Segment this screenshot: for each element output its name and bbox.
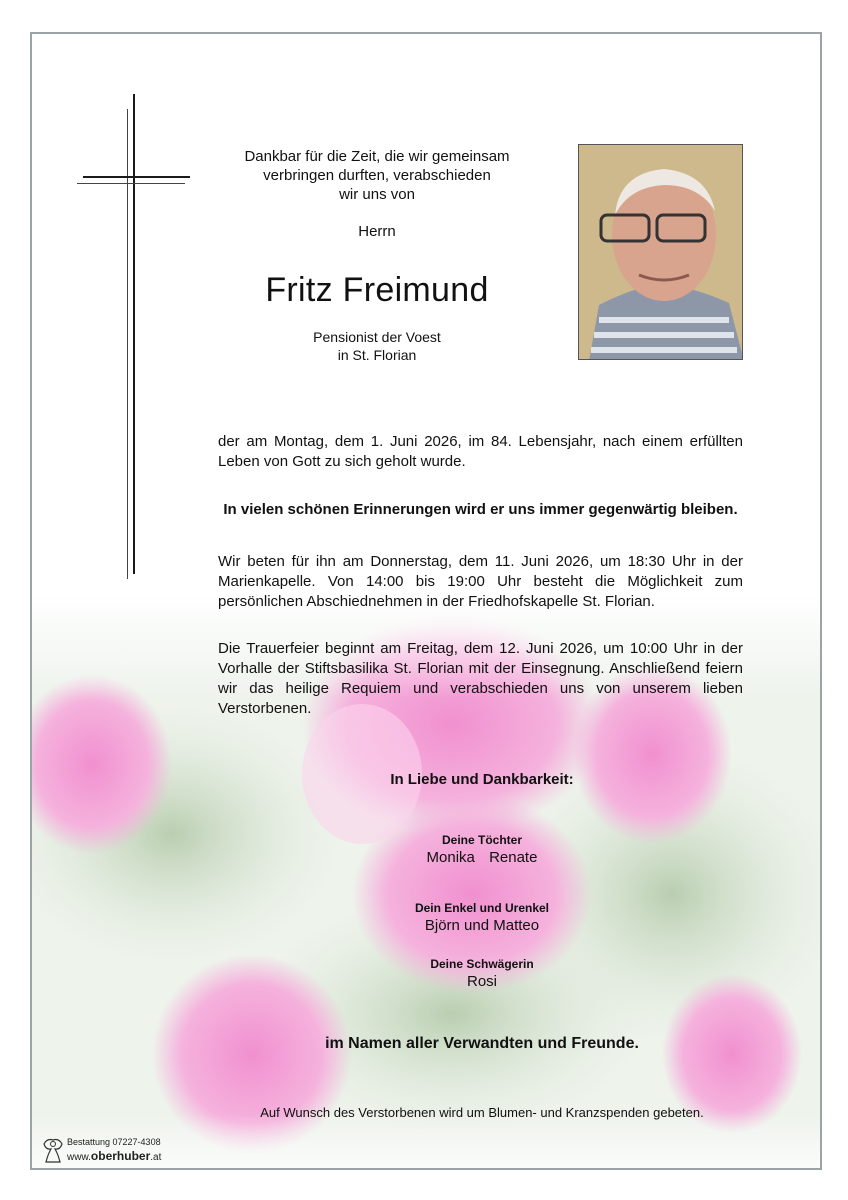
funeral-home-logo [42,1134,192,1168]
closing-text: In Liebe und Dankbarkeit: [390,771,574,788]
remembrance-text: In vielen schönen Erinnerungen wird er uns immer gegenwärtig bleiben. [223,501,738,518]
cross-icon-crossbar [83,176,190,178]
prayer-service-text: Wir beten für ihn am Donnerstag, dem 11. Juni 2026, um 18:30 Uhr in der Marienkapelle. Von 14:00 bis 19:00 Uhr besteht die Möglichkeit zum persönlichen Abschiednehmen in der Friedhofskapelle St. Florian. [218,553,743,610]
intro-text: Dankbar für die Zeit, die wir gemeinsam verbringen durften, verabschieden wir uns von [244,148,510,203]
relative-label: Deine Töchter [441,833,522,847]
relative-label: Deine Schwägerin [430,957,534,971]
relative-names: Rosi [466,973,497,990]
cross-icon-shadow-horizontal [77,183,185,184]
death-notice-text: der am Montag, dem 1. Juni 2026, im 84. Lebensjahr, nach einem erfüllten Leben von Gott zu sich geholt wurde. [218,433,743,470]
funeral-service-text: Die Trauerfeier beginnt am Freitag, dem 12. Juni 2026, um 10:00 Uhr in der Vorhalle der Stiftsbasilika St. Florian mit der Einsegnung. Anschließend feiern wir das heilige Requiem und verabschieden uns von unserem lieben Verstorbenen. [218,640,743,717]
relative-names: Monika Renate [426,849,538,866]
obituary-card [30,32,822,1170]
cross-icon-shadow-vertical [127,109,128,579]
family-note: im Namen aller Verwandten und Freunde. [325,1035,639,1052]
logo-phone: Bestattung 07227-4308 [67,1137,161,1147]
logo-url: www.oberhuber.at [67,1149,162,1163]
portrait-photo [578,144,743,360]
relative-label: Dein Enkel und Urenkel [414,901,550,915]
angel-icon [42,1136,64,1164]
relative-names: Björn und Matteo [424,917,540,934]
occupation: Pensionist der Voest in St. Florian [313,329,441,363]
salutation: Herrn [358,223,396,240]
deceased-name: Fritz Freimund [265,271,489,309]
donation-request: Auf Wunsch des Verstorbenen wird um Blumen- und Kranzspenden gebeten. [260,1105,704,1120]
cross-icon [133,94,135,574]
